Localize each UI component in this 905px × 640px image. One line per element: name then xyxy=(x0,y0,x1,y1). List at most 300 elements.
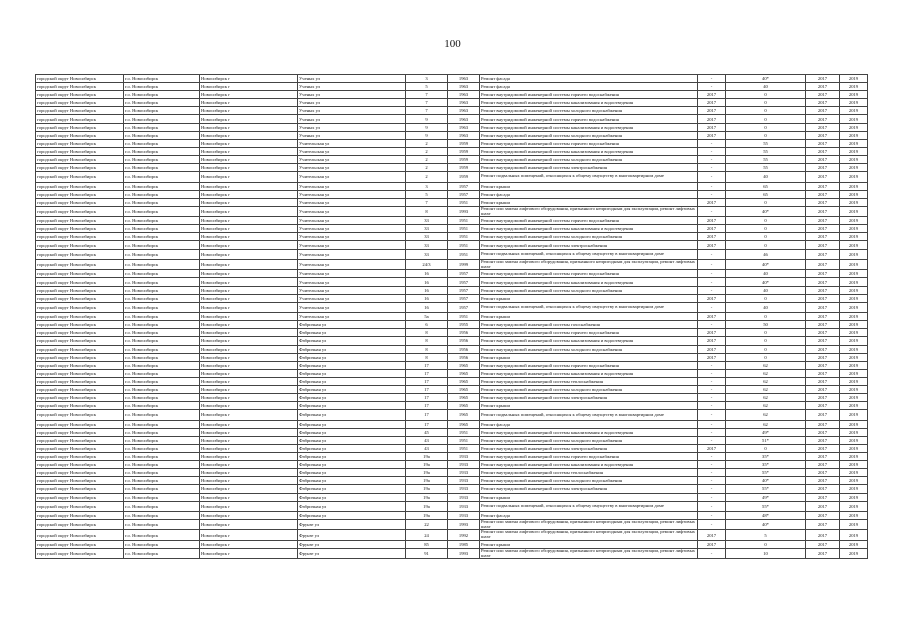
wear-percent-cell: 40 xyxy=(726,270,806,278)
municipality-cell: городской округ Новосибирск xyxy=(36,548,124,558)
city-cell: Новосибирск г xyxy=(200,321,298,329)
district-cell: г.о. Новосибирск xyxy=(124,206,200,216)
district-cell: г.о. Новосибирск xyxy=(124,345,200,353)
plan-start-cell: 2017 xyxy=(806,190,840,198)
table-row xyxy=(36,123,868,131)
house-number-cell: 3 xyxy=(406,182,448,190)
house-number-cell: 7 xyxy=(406,198,448,206)
wear-percent-cell: 0 xyxy=(726,115,806,123)
table-row xyxy=(36,377,868,385)
street-cell: Учительская ул xyxy=(298,164,406,172)
plan-start-cell: 2017 xyxy=(806,345,840,353)
wear-percent-cell: 62 xyxy=(726,410,806,420)
house-number-cell: 7 xyxy=(406,91,448,99)
city-cell: Новосибирск г xyxy=(200,520,298,530)
house-number-cell: 33 xyxy=(406,225,448,233)
wear-percent-cell: 62 xyxy=(726,420,806,428)
city-cell: Новосибирск г xyxy=(200,259,298,269)
house-number-cell: 33 xyxy=(406,241,448,249)
city-cell: Новосибирск г xyxy=(200,420,298,428)
street-cell: Фабричная ул xyxy=(298,394,406,402)
municipality-cell: городской округ Новосибирск xyxy=(36,75,124,83)
street-cell: Учительская ул xyxy=(298,294,406,302)
completed-year-cell: 2017 xyxy=(698,313,726,321)
work-type-cell: Ремонт фасада xyxy=(480,511,698,519)
district-cell: г.о. Новосибирск xyxy=(124,115,200,123)
work-type-cell: Ремонт внутридомовой инженерной системы теплоснабжения xyxy=(480,377,698,385)
build-year-cell: 1951 xyxy=(448,241,480,249)
completed-year-cell: - xyxy=(698,190,726,198)
completed-year-cell: - xyxy=(698,369,726,377)
street-cell: Ученых ул xyxy=(298,115,406,123)
street-cell: Учительская ул xyxy=(298,155,406,163)
district-cell: г.о. Новосибирск xyxy=(124,190,200,198)
street-cell: Учительская ул xyxy=(298,225,406,233)
plan-start-cell: 2017 xyxy=(806,548,840,558)
plan-start-cell: 2017 xyxy=(806,313,840,321)
district-cell: г.о. Новосибирск xyxy=(124,485,200,493)
district-cell: г.о. Новосибирск xyxy=(124,377,200,385)
build-year-cell: 1951 xyxy=(448,428,480,436)
district-cell: г.о. Новосибирск xyxy=(124,107,200,115)
build-year-cell: 1993 xyxy=(448,206,480,216)
work-type-cell: Ремонт внутридомовой инженерной системы электроснабжения xyxy=(480,485,698,493)
street-cell: Фрунзе ул xyxy=(298,520,406,530)
work-type-cell: Ремонт внутридомовой инженерной системы холодного водоснабжения xyxy=(480,131,698,139)
build-year-cell: 1933 xyxy=(448,461,480,469)
wear-percent-cell: 0 xyxy=(726,217,806,225)
municipality-cell: городской округ Новосибирск xyxy=(36,402,124,410)
district-cell: г.о. Новосибирск xyxy=(124,233,200,241)
completed-year-cell: 2017 xyxy=(698,225,726,233)
build-year-cell: 1959 xyxy=(448,164,480,172)
district-cell: г.о. Новосибирск xyxy=(124,530,200,540)
table-row xyxy=(36,469,868,477)
street-cell: Фабричная ул xyxy=(298,345,406,353)
table-row xyxy=(36,420,868,428)
wear-percent-cell: 0 xyxy=(726,444,806,452)
plan-end-cell: 2019 xyxy=(840,444,868,452)
work-type-cell: Ремонт внутридомовой инженерной системы канализования и водоотведения xyxy=(480,337,698,345)
build-year-cell: 1993 xyxy=(448,520,480,530)
house-number-cell: 2 xyxy=(406,172,448,182)
work-type-cell: Ремонт крыши xyxy=(480,353,698,361)
completed-year-cell: - xyxy=(698,377,726,385)
plan-start-cell: 2017 xyxy=(806,249,840,259)
plan-start-cell: 2017 xyxy=(806,278,840,286)
wear-percent-cell: 0 xyxy=(726,131,806,139)
wear-percent-cell: 62 xyxy=(726,369,806,377)
table-row xyxy=(36,337,868,345)
district-cell: г.о. Новосибирск xyxy=(124,402,200,410)
district-cell: г.о. Новосибирск xyxy=(124,123,200,131)
work-type-cell: Ремонт крыши xyxy=(480,182,698,190)
completed-year-cell: - xyxy=(698,501,726,511)
build-year-cell: 1951 xyxy=(448,198,480,206)
house-number-cell: 8 xyxy=(406,206,448,216)
completed-year-cell: 2017 xyxy=(698,540,726,548)
work-type-cell: Ремонт подвальных помещений, относящихся к общему имуществу в многоквартирном доме xyxy=(480,501,698,511)
house-number-cell: 17 xyxy=(406,420,448,428)
wear-percent-cell: 62 xyxy=(726,402,806,410)
plan-start-cell: 2017 xyxy=(806,270,840,278)
work-type-cell: Ремонт или замена лифтового оборудования, признанного непригодным для эксплуатации, ремонт лифтовых шахт xyxy=(480,548,698,558)
plan-start-cell: 2017 xyxy=(806,410,840,420)
table-row xyxy=(36,402,868,410)
build-year-cell: 1957 xyxy=(448,190,480,198)
completed-year-cell: - xyxy=(698,321,726,329)
wear-percent-cell: 48* xyxy=(726,511,806,519)
district-cell: г.о. Новосибирск xyxy=(124,548,200,558)
district-cell: г.о. Новосибирск xyxy=(124,75,200,83)
table-body xyxy=(36,75,868,559)
wear-percent-cell: 62 xyxy=(726,361,806,369)
wear-percent-cell: 0 xyxy=(726,313,806,321)
district-cell: г.о. Новосибирск xyxy=(124,444,200,452)
city-cell: Новосибирск г xyxy=(200,99,298,107)
municipality-cell: городской округ Новосибирск xyxy=(36,123,124,131)
municipality-cell: городской округ Новосибирск xyxy=(36,377,124,385)
work-type-cell: Ремонт внутридомовой инженерной системы канализования и водоотведения xyxy=(480,461,698,469)
plan-start-cell: 2017 xyxy=(806,123,840,131)
table-row xyxy=(36,147,868,155)
completed-year-cell: - xyxy=(698,139,726,147)
build-year-cell: 1957 xyxy=(448,182,480,190)
house-number-cell: 19а xyxy=(406,501,448,511)
build-year-cell: 1957 xyxy=(448,270,480,278)
municipality-cell: городской округ Новосибирск xyxy=(36,329,124,337)
city-cell: Новосибирск г xyxy=(200,225,298,233)
plan-end-cell: 2019 xyxy=(840,377,868,385)
district-cell: г.о. Новосибирск xyxy=(124,428,200,436)
completed-year-cell: - xyxy=(698,286,726,294)
district-cell: г.о. Новосибирск xyxy=(124,139,200,147)
municipality-cell: городской округ Новосибирск xyxy=(36,225,124,233)
municipality-cell: городской округ Новосибирск xyxy=(36,428,124,436)
city-cell: Новосибирск г xyxy=(200,428,298,436)
plan-start-cell: 2017 xyxy=(806,530,840,540)
table-row xyxy=(36,444,868,452)
plan-end-cell: 2019 xyxy=(840,75,868,83)
street-cell: Ученых ул xyxy=(298,99,406,107)
plan-start-cell: 2017 xyxy=(806,469,840,477)
work-type-cell: Ремонт фасада xyxy=(480,190,698,198)
work-type-cell: Ремонт внутридомовой инженерной системы газоснабжения xyxy=(480,321,698,329)
build-year-cell: 1933 xyxy=(448,477,480,485)
municipality-cell: городской округ Новосибирск xyxy=(36,394,124,402)
plan-start-cell: 2017 xyxy=(806,131,840,139)
house-number-cell: 85 xyxy=(406,540,448,548)
table-row xyxy=(36,511,868,519)
table-row xyxy=(36,294,868,302)
plan-start-cell: 2017 xyxy=(806,206,840,216)
wear-percent-cell: 0 xyxy=(726,345,806,353)
house-number-cell: 9 xyxy=(406,123,448,131)
street-cell: Учительская ул xyxy=(298,182,406,190)
municipality-cell: городской округ Новосибирск xyxy=(36,453,124,461)
plan-end-cell: 2019 xyxy=(840,270,868,278)
house-number-cell: 16 xyxy=(406,302,448,312)
district-cell: г.о. Новосибирск xyxy=(124,131,200,139)
house-number-cell: 19а xyxy=(406,461,448,469)
table-row xyxy=(36,436,868,444)
work-type-cell: Ремонт внутридомовой инженерной системы горячего водоснабжения xyxy=(480,139,698,147)
build-year-cell: 1956 xyxy=(448,345,480,353)
plan-start-cell: 2017 xyxy=(806,172,840,182)
municipality-cell: городской округ Новосибирск xyxy=(36,485,124,493)
completed-year-cell: 2017 xyxy=(698,345,726,353)
plan-end-cell: 2019 xyxy=(840,278,868,286)
build-year-cell: 1933 xyxy=(448,511,480,519)
city-cell: Новосибирск г xyxy=(200,410,298,420)
street-cell: Фабричная ул xyxy=(298,361,406,369)
repair-schedule-table xyxy=(35,74,868,559)
plan-end-cell: 2019 xyxy=(840,91,868,99)
work-type-cell: Ремонт внутридомовой инженерной системы электроснабжения xyxy=(480,241,698,249)
completed-year-cell: - xyxy=(698,402,726,410)
plan-end-cell: 2019 xyxy=(840,131,868,139)
city-cell: Новосибирск г xyxy=(200,353,298,361)
street-cell: Фабричная ул xyxy=(298,477,406,485)
house-number-cell: 2 xyxy=(406,164,448,172)
table-row xyxy=(36,353,868,361)
table-row xyxy=(36,164,868,172)
district-cell: г.о. Новосибирск xyxy=(124,99,200,107)
street-cell: Ученых ул xyxy=(298,131,406,139)
street-cell: Фабричная ул xyxy=(298,402,406,410)
plan-end-cell: 2019 xyxy=(840,164,868,172)
table-row xyxy=(36,225,868,233)
city-cell: Новосибирск г xyxy=(200,241,298,249)
wear-percent-cell: 40* xyxy=(726,520,806,530)
house-number-cell: 16 xyxy=(406,294,448,302)
wear-percent-cell: 40* xyxy=(726,477,806,485)
completed-year-cell: 2017 xyxy=(698,217,726,225)
municipality-cell: городской округ Новосибирск xyxy=(36,139,124,147)
house-number-cell: 17 xyxy=(406,410,448,420)
house-number-cell: 3 xyxy=(406,75,448,83)
district-cell: г.о. Новосибирск xyxy=(124,493,200,501)
plan-end-cell: 2019 xyxy=(840,402,868,410)
build-year-cell: 1951 xyxy=(448,313,480,321)
plan-end-cell: 2019 xyxy=(840,115,868,123)
municipality-cell: городской округ Новосибирск xyxy=(36,198,124,206)
city-cell: Новосибирск г xyxy=(200,139,298,147)
municipality-cell: городской округ Новосибирск xyxy=(36,410,124,420)
city-cell: Новосибирск г xyxy=(200,511,298,519)
municipality-cell: городской округ Новосибирск xyxy=(36,436,124,444)
street-cell: Фрунзе ул xyxy=(298,540,406,548)
completed-year-cell: - xyxy=(698,259,726,269)
table-row xyxy=(36,182,868,190)
completed-year-cell: - xyxy=(698,520,726,530)
wear-percent-cell: 0 xyxy=(726,91,806,99)
plan-end-cell: 2019 xyxy=(840,410,868,420)
municipality-cell: городской округ Новосибирск xyxy=(36,172,124,182)
street-cell: Учительская ул xyxy=(298,259,406,269)
wear-percent-cell: 0 xyxy=(726,198,806,206)
table-row xyxy=(36,190,868,198)
municipality-cell: городской округ Новосибирск xyxy=(36,530,124,540)
house-number-cell: 7 xyxy=(406,99,448,107)
build-year-cell: 1993 xyxy=(448,548,480,558)
house-number-cell: 5 xyxy=(406,83,448,91)
city-cell: Новосибирск г xyxy=(200,329,298,337)
table-row xyxy=(36,206,868,216)
district-cell: г.о. Новосибирск xyxy=(124,172,200,182)
work-type-cell: Ремонт крыши xyxy=(480,493,698,501)
city-cell: Новосибирск г xyxy=(200,461,298,469)
city-cell: Новосибирск г xyxy=(200,131,298,139)
completed-year-cell: - xyxy=(698,155,726,163)
plan-end-cell: 2019 xyxy=(840,241,868,249)
table-row xyxy=(36,302,868,312)
build-year-cell: 1957 xyxy=(448,286,480,294)
build-year-cell: 1965 xyxy=(448,385,480,393)
house-number-cell: 8 xyxy=(406,345,448,353)
plan-start-cell: 2017 xyxy=(806,477,840,485)
work-type-cell: Ремонт внутридомовой инженерной системы канализования и водоотведения xyxy=(480,147,698,155)
plan-end-cell: 2019 xyxy=(840,420,868,428)
municipality-cell: городской округ Новосибирск xyxy=(36,249,124,259)
wear-percent-cell: 40 xyxy=(726,83,806,91)
completed-year-cell: 2017 xyxy=(698,353,726,361)
work-type-cell: Ремонт внутридомовой инженерной системы холодного водоснабжения xyxy=(480,155,698,163)
house-number-cell: 2 xyxy=(406,155,448,163)
plan-end-cell: 2019 xyxy=(840,249,868,259)
plan-end-cell: 2019 xyxy=(840,453,868,461)
house-number-cell: 19а xyxy=(406,469,448,477)
table-row xyxy=(36,286,868,294)
build-year-cell: 1933 xyxy=(448,493,480,501)
plan-end-cell: 2019 xyxy=(840,182,868,190)
completed-year-cell: - xyxy=(698,83,726,91)
table-row xyxy=(36,548,868,558)
plan-end-cell: 2019 xyxy=(840,337,868,345)
plan-start-cell: 2017 xyxy=(806,385,840,393)
wear-percent-cell: 40* xyxy=(726,206,806,216)
build-year-cell: 1933 xyxy=(448,469,480,477)
build-year-cell: 1959 xyxy=(448,139,480,147)
completed-year-cell: 2017 xyxy=(698,99,726,107)
table-row xyxy=(36,270,868,278)
build-year-cell: 1963 xyxy=(448,131,480,139)
work-type-cell: Ремонт крыши xyxy=(480,313,698,321)
city-cell: Новосибирск г xyxy=(200,217,298,225)
city-cell: Новосибирск г xyxy=(200,345,298,353)
city-cell: Новосибирск г xyxy=(200,107,298,115)
city-cell: Новосибирск г xyxy=(200,198,298,206)
municipality-cell: городской округ Новосибирск xyxy=(36,353,124,361)
district-cell: г.о. Новосибирск xyxy=(124,83,200,91)
street-cell: Фабричная ул xyxy=(298,501,406,511)
work-type-cell: Ремонт внутридомовой инженерной системы горячего водоснабжения xyxy=(480,115,698,123)
plan-end-cell: 2019 xyxy=(840,206,868,216)
street-cell: Учительская ул xyxy=(298,286,406,294)
work-type-cell: Ремонт внутридомовой инженерной системы электроснабжения xyxy=(480,444,698,452)
plan-end-cell: 2019 xyxy=(840,139,868,147)
work-type-cell: Ремонт внутридомовой инженерной системы канализования и водоотведения xyxy=(480,123,698,131)
plan-start-cell: 2017 xyxy=(806,420,840,428)
municipality-cell: городской округ Новосибирск xyxy=(36,182,124,190)
district-cell: г.о. Новосибирск xyxy=(124,302,200,312)
build-year-cell: 1951 xyxy=(448,249,480,259)
build-year-cell: 1951 xyxy=(448,225,480,233)
city-cell: Новосибирск г xyxy=(200,302,298,312)
plan-end-cell: 2019 xyxy=(840,353,868,361)
municipality-cell: городской округ Новосибирск xyxy=(36,131,124,139)
plan-start-cell: 2017 xyxy=(806,155,840,163)
plan-start-cell: 2017 xyxy=(806,321,840,329)
build-year-cell: 1985 xyxy=(448,540,480,548)
build-year-cell: 1963 xyxy=(448,115,480,123)
district-cell: г.о. Новосибирск xyxy=(124,286,200,294)
table-row xyxy=(36,75,868,83)
city-cell: Новосибирск г xyxy=(200,369,298,377)
wear-percent-cell: 40* xyxy=(726,259,806,269)
house-number-cell: 16 xyxy=(406,270,448,278)
city-cell: Новосибирск г xyxy=(200,286,298,294)
build-year-cell: 1959 xyxy=(448,172,480,182)
completed-year-cell: 2017 xyxy=(698,123,726,131)
municipality-cell: городской округ Новосибирск xyxy=(36,259,124,269)
completed-year-cell: - xyxy=(698,461,726,469)
street-cell: Фрунзе ул xyxy=(298,548,406,558)
completed-year-cell: - xyxy=(698,249,726,259)
house-number-cell: 17 xyxy=(406,402,448,410)
municipality-cell: городской округ Новосибирск xyxy=(36,493,124,501)
district-cell: г.о. Новосибирск xyxy=(124,329,200,337)
district-cell: г.о. Новосибирск xyxy=(124,155,200,163)
plan-end-cell: 2019 xyxy=(840,313,868,321)
street-cell: Ученых ул xyxy=(298,91,406,99)
build-year-cell: 1957 xyxy=(448,294,480,302)
district-cell: г.о. Новосибирск xyxy=(124,385,200,393)
work-type-cell: Ремонт фасада xyxy=(480,75,698,83)
wear-percent-cell: 0 xyxy=(726,337,806,345)
work-type-cell: Ремонт внутридомовой инженерной системы горячего водоснабжения xyxy=(480,270,698,278)
street-cell: Фабричная ул xyxy=(298,436,406,444)
table-row xyxy=(36,461,868,469)
plan-start-cell: 2017 xyxy=(806,461,840,469)
wear-percent-cell: 62 xyxy=(726,377,806,385)
city-cell: Новосибирск г xyxy=(200,394,298,402)
completed-year-cell: 2017 xyxy=(698,294,726,302)
plan-end-cell: 2019 xyxy=(840,369,868,377)
wear-percent-cell: 0 xyxy=(726,123,806,131)
build-year-cell: 1956 xyxy=(448,337,480,345)
table-row xyxy=(36,241,868,249)
street-cell: Фабричная ул xyxy=(298,385,406,393)
build-year-cell: 1965 xyxy=(448,369,480,377)
plan-start-cell: 2017 xyxy=(806,436,840,444)
street-cell: Учительская ул xyxy=(298,206,406,216)
plan-start-cell: 2017 xyxy=(806,329,840,337)
house-number-cell: 17 xyxy=(406,385,448,393)
street-cell: Фабричная ул xyxy=(298,337,406,345)
plan-start-cell: 2017 xyxy=(806,337,840,345)
wear-percent-cell: 40* xyxy=(726,75,806,83)
completed-year-cell: - xyxy=(698,436,726,444)
table-row xyxy=(36,91,868,99)
wear-percent-cell: 0 xyxy=(726,225,806,233)
plan-end-cell: 2019 xyxy=(840,321,868,329)
build-year-cell: 1965 xyxy=(448,361,480,369)
work-type-cell: Ремонт внутридомовой инженерной системы канализования и водоотведения xyxy=(480,278,698,286)
street-cell: Учительская ул xyxy=(298,233,406,241)
plan-end-cell: 2019 xyxy=(840,286,868,294)
municipality-cell: городской округ Новосибирск xyxy=(36,91,124,99)
